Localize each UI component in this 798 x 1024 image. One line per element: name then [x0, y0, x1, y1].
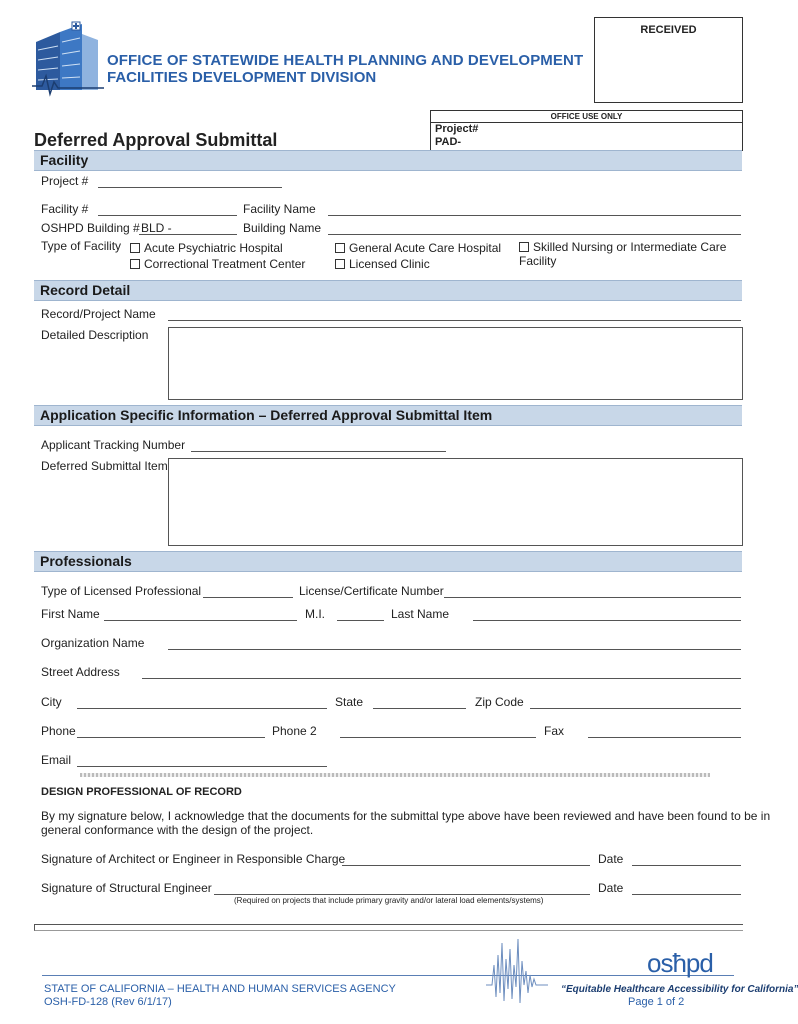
facility-name-input[interactable]	[328, 215, 741, 216]
city-label: City	[41, 695, 62, 709]
checkbox-icon	[335, 259, 345, 269]
facility-name-label: Facility Name	[243, 202, 316, 216]
tracking-number-input[interactable]	[191, 451, 446, 452]
building-name-input[interactable]	[328, 234, 741, 235]
checkbox-label: Licensed Clinic	[349, 257, 430, 271]
record-project-name-label: Record/Project Name	[41, 307, 156, 321]
record-project-name-input[interactable]	[168, 320, 741, 321]
project-num-input[interactable]	[98, 187, 282, 188]
building-num-label: OSHPD Building #	[41, 221, 140, 235]
license-number-input[interactable]	[444, 597, 741, 598]
checkbox-icon	[130, 259, 140, 269]
checkbox-licensed-clinic[interactable]	[335, 257, 430, 271]
street-address-label: Street Address	[41, 665, 120, 679]
first-name-label: First Name	[41, 607, 100, 621]
checkbox-correctional[interactable]	[130, 257, 305, 271]
received-stamp-box	[594, 17, 743, 103]
structural-date-label: Date	[598, 881, 624, 895]
mi-label: M.I.	[305, 607, 325, 621]
professionals-section-header	[34, 551, 742, 572]
facility-type-label: Type of Facility	[41, 239, 122, 253]
checkbox-general-acute[interactable]	[335, 241, 501, 255]
detailed-description-label: Detailed Description	[41, 328, 149, 342]
application-section-title: Application Specific Information – Deferred Approval Submittal Item	[40, 407, 493, 423]
deferred-item-textarea[interactable]	[168, 458, 743, 546]
phone-input[interactable]	[77, 737, 265, 738]
zip-input[interactable]	[530, 708, 741, 709]
footer-tagline: “Equitable Healthcare Accessibility for California”	[561, 984, 798, 995]
checkbox-skilled-nursing-label-cont: Facility	[519, 254, 557, 268]
phone2-label: Phone 2	[272, 724, 317, 738]
structural-signature-input[interactable]	[214, 894, 590, 895]
fax-input[interactable]	[588, 737, 741, 738]
checkbox-acute-psychiatric[interactable]	[130, 241, 283, 255]
architect-signature-input[interactable]	[342, 865, 590, 866]
architect-signature-label: Signature of Architect or Engineer in Responsible Charge	[41, 852, 346, 866]
phone-label: Phone	[41, 724, 76, 738]
footer-form-id: OSH-FD-128 (Rev 6/1/17)	[44, 996, 172, 1008]
state-label: State	[335, 695, 364, 709]
pad-label: PAD-	[435, 136, 462, 148]
zip-label: Zip Code	[475, 695, 524, 709]
signature-statement-line2: general conformance with the design of the project.	[41, 823, 314, 837]
structural-note: (Required on projects that include primary gravity and/or lateral load elements/systems)	[234, 896, 544, 905]
design-professional-heading: DESIGN PROFESSIONAL OF RECORD	[41, 786, 242, 798]
checkbox-label: General Acute Care Hospital	[349, 241, 502, 255]
org-name-line2: FACILITIES DEVELOPMENT DIVISION	[107, 69, 377, 86]
checkbox-label: Skilled Nursing or Intermediate Care	[533, 240, 727, 254]
org-name-line1: OFFICE OF STATEWIDE HEALTH PLANNING AND DEVELOPMENT	[107, 52, 584, 69]
pulse-waveform-icon	[486, 935, 548, 1007]
state-input[interactable]	[373, 708, 466, 709]
office-use-label: OFFICE USE ONLY	[550, 112, 623, 121]
form-title: Deferred Approval Submittal	[34, 130, 278, 150]
city-input[interactable]	[77, 708, 327, 709]
checkbox-label: Acute Psychiatric Hospital	[144, 241, 283, 255]
first-name-input[interactable]	[104, 620, 297, 621]
facility-section-header	[34, 150, 742, 171]
facility-section-title: Facility	[40, 152, 89, 168]
organization-name-label: Organization Name	[41, 636, 145, 650]
architect-date-label: Date	[598, 852, 624, 866]
email-input[interactable]	[77, 766, 327, 767]
record-section-header	[34, 280, 742, 301]
checkbox-icon	[130, 243, 140, 253]
detailed-description-textarea[interactable]	[168, 327, 743, 400]
checkbox-skilled-nursing[interactable]	[519, 240, 726, 254]
received-label: RECEIVED	[640, 24, 697, 36]
architect-date-input[interactable]	[632, 865, 741, 866]
facility-num-input[interactable]	[98, 215, 237, 216]
footer-agency: STATE OF CALIFORNIA – HEALTH AND HUMAN SERVICES AGENCY	[44, 983, 396, 995]
professional-type-label: Type of Licensed Professional	[41, 584, 202, 598]
project-number-label: Project#	[435, 123, 479, 135]
record-section-title: Record Detail	[40, 282, 131, 298]
checkbox-icon	[519, 242, 529, 252]
footer-rule	[42, 975, 734, 976]
building-num-input[interactable]	[139, 234, 237, 235]
checkbox-label: Correctional Treatment Center	[144, 257, 306, 271]
fax-label: Fax	[544, 724, 565, 738]
oshpd-logo-text: osħpd	[647, 948, 713, 978]
bottom-rule	[34, 924, 743, 931]
checkbox-icon	[335, 243, 345, 253]
structural-signature-label: Signature of Structural Engineer	[41, 881, 212, 895]
building-num-value[interactable]: BLD -	[141, 221, 172, 235]
license-number-label: License/Certificate Number	[299, 584, 444, 598]
last-name-input[interactable]	[473, 620, 741, 621]
deferred-item-label: Deferred Submittal Item	[41, 459, 168, 473]
building-name-label: Building Name	[243, 221, 322, 235]
structural-date-input[interactable]	[632, 894, 741, 895]
phone2-input[interactable]	[340, 737, 536, 738]
email-label: Email	[41, 753, 72, 767]
oshpd-building-logo-icon	[32, 20, 104, 98]
office-use-box	[430, 110, 743, 151]
mi-input[interactable]	[337, 620, 384, 621]
project-num-label: Project #	[41, 174, 89, 188]
facility-num-label: Facility #	[41, 202, 89, 216]
last-name-label: Last Name	[391, 607, 450, 621]
signature-statement-line1: By my signature below, I acknowledge that the documents for the submittal type above have been reviewed and have been found to be in	[41, 809, 771, 823]
tracking-number-label: Applicant Tracking Number	[41, 438, 186, 452]
footer-page: Page 1 of 2	[628, 996, 685, 1008]
section-divider	[80, 773, 710, 777]
organization-name-input[interactable]	[168, 649, 741, 650]
application-section-header	[34, 405, 742, 426]
professionals-section-title: Professionals	[40, 553, 132, 569]
professional-type-input[interactable]	[203, 597, 293, 598]
street-address-input[interactable]	[142, 678, 741, 679]
